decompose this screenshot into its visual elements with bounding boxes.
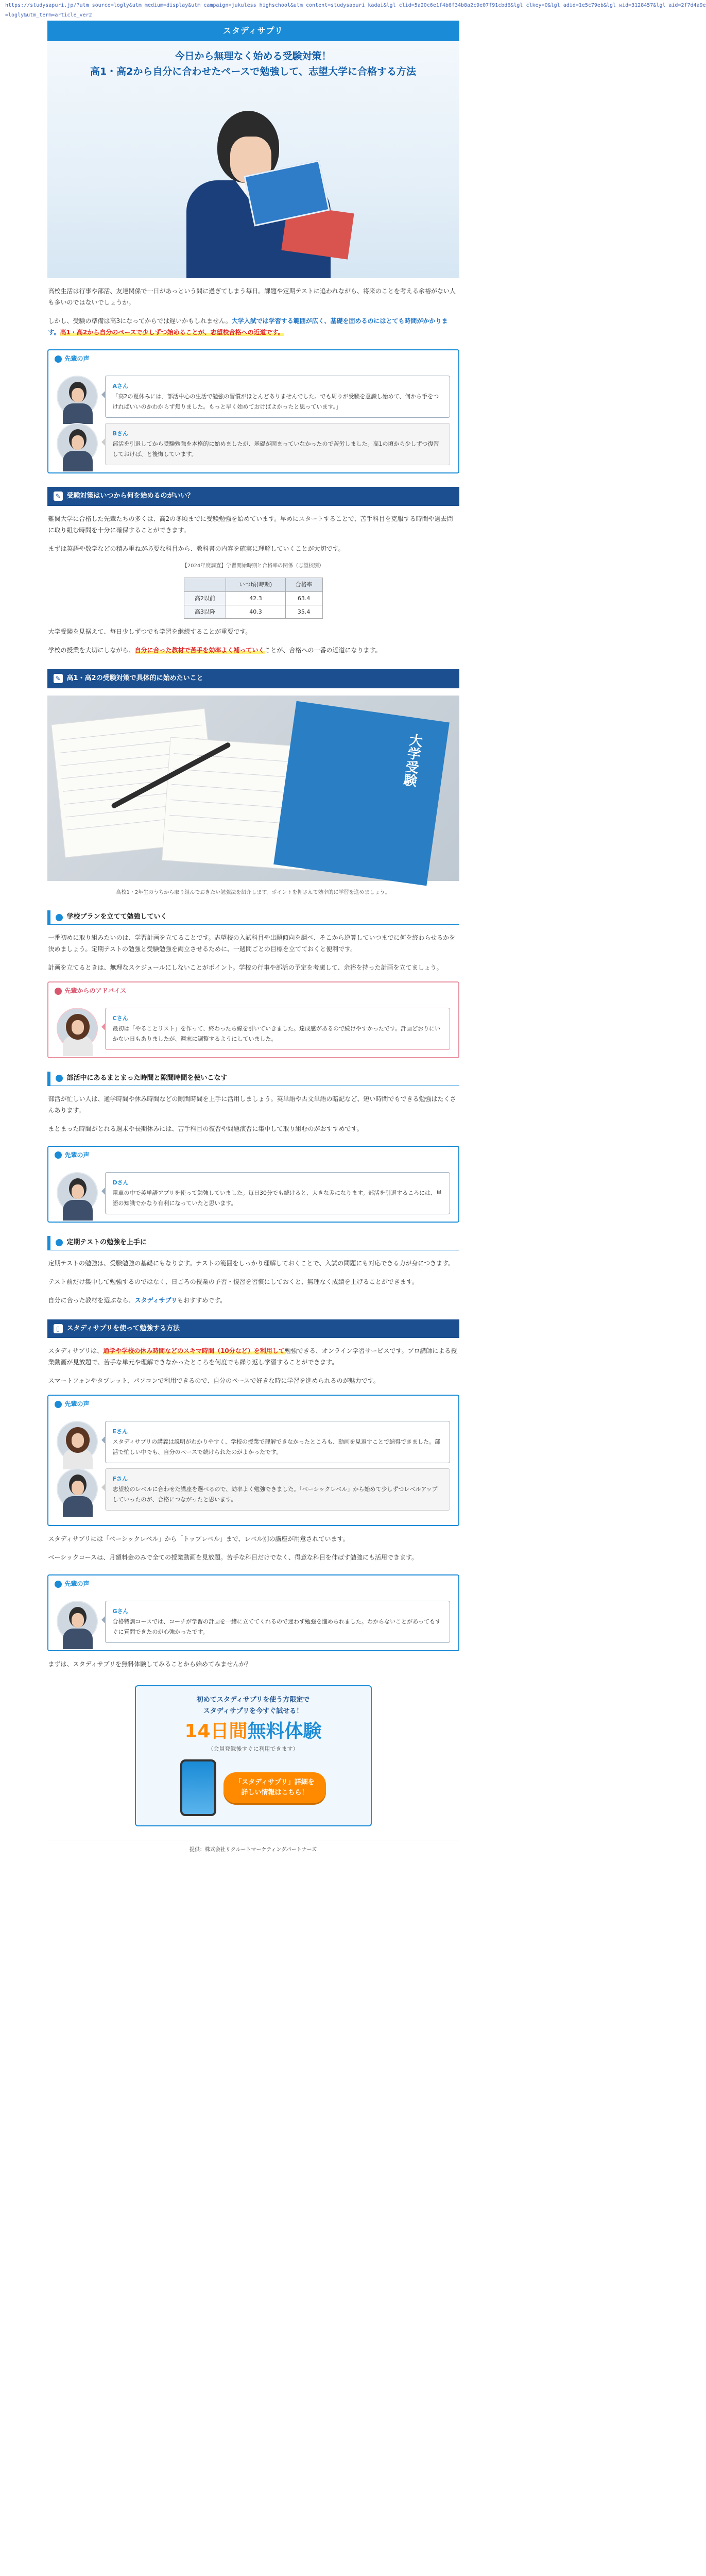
section-title-timing: ✎ 受験対策はいつから何を始めるのがいい？: [47, 487, 459, 506]
section3-paragraph-4: ベーシックコースは、月額料金のみで全ての授業動画を見放題。苦手な科目だけでなく、得意な科目を伸ばす勉強にも活用できます。: [48, 1554, 418, 1562]
section-title-what-to-do: ✎ 高1・高2の受験対策で具体的に始めたいこと: [47, 669, 459, 688]
cta-note: （会員登録後すぐに利用できます）: [208, 1745, 299, 1753]
subsection-plan-paragraph: 一番初めに取り組みたいのは、学習計画を立てることです。志望校の入試科目や出題傾向を調べ、そこから逆算していつまでに何を終わらせるかを決めましょう。定期テストの勉強と受験勉強を両立させるために、一週間ごとの目標を立てておくと便利です。: [48, 934, 456, 953]
smartphone-icon: ▯: [54, 1324, 63, 1333]
cta-detail-button[interactable]: 「スタディサプリ」詳細を 詳しい情報はこちら！: [223, 1772, 325, 1803]
intro-paragraph-2: しかし、受験の準備は高3になってからでは遅いかもしれません。大学入試では学習する範囲が広く、基礎を固めるのにはとても時間がかかります。高1・高2から自分のペースで少しずつ始めることが、志望校合格への近道です。: [48, 317, 448, 336]
subsection-test-paragraph-2: テスト前だけ集中して勉強するのではなく、日ごろの授業の予習・復習を習慣にしておくと、無理なく成績を上げることができます。: [48, 1278, 418, 1285]
avatar: [57, 1601, 98, 1642]
microphone-icon: [55, 988, 62, 995]
microphone-icon: [55, 1401, 62, 1408]
voice-item: Bさん 部活を引退してから受験勉強を本格的に始めましたが、基礎が固まっていなかったので苦労しました。高1の頃から少しずつ復習しておけば、と後悔しています。: [57, 423, 450, 465]
smartphone-icon: [180, 1759, 216, 1816]
section3-paragraph-1: スタディサプリは、通学や学校の休み時間などのスキマ時間（10分など）を利用して勉強できる、オンライン学習サービスです。プロ講師による授業動画が見放題で、苦手な単元や理解できなかったところを何度でも繰り返し学習することができます。: [48, 1347, 457, 1366]
voice-heading: 先輩の声: [64, 355, 90, 362]
hero-student-illustration: [109, 90, 398, 278]
voice-item: Eさん スタディサプリの講義は説明がわかりやすく、学校の授業で理解できなかったところも、動画を見返すことで納得できました。部活で忙しい中でも、自分のペースで続けられたのがよかったです。: [57, 1421, 450, 1463]
study-start-table: いつ頃(時期) 合格率 高2以前 42.3 63.4 高3以降 40.3 35.4: [184, 578, 323, 619]
senior-voice-box-4: 先輩の声 Gさん 合格特訓コースでは、コーチが学習の計画を一緒に立ててくれるので迷わず勉強を進められました。わからないことがあってもすぐに質問できたのが心強かったです。: [47, 1574, 459, 1651]
voice-item: Fさん 志望校のレベルに合わせた講座を選べるので、効率よく勉強できました。「ベーシックレベル」から始めて少しずつレベルアップしていったのが、合格につながったと思います。: [57, 1468, 450, 1511]
footer-provider: 提供：株式会社リクルートマーケティングパートナーズ: [47, 1840, 459, 1865]
section1-paragraph-3: 大学受験を見据えて、毎日少しずつでも学習を継続することが重要です。: [48, 628, 252, 635]
brand-name: スタディサプリ: [222, 26, 284, 36]
avatar: [57, 1468, 98, 1510]
cta-headline: 14日間無料体験: [184, 1721, 322, 1742]
microphone-icon: [55, 355, 62, 363]
free-trial-banner[interactable]: [135, 1685, 372, 1826]
senior-voice-box-3: 先輩の声 Eさん スタディサプリの講義は説明がわかりやすく、学校の授業で理解できなかったところも、動画を見返すことで納得できました。部活で忙しい中でも、自分のペースで続けられたのがよかったです。 Fさん 志望校のレベルに合わせた講座を選べるので、効率よく勉強できました。「ベーシックレベル」から始めて少しずつレベルアップしていったのが、合格につながったと思います。: [47, 1395, 459, 1526]
hero-title-line2: 高1・高2から自分に合わせたペースで勉強して、志望大学に合格する方法: [90, 66, 417, 77]
avatar: [57, 1172, 98, 1213]
section1-paragraph-2: まずは英語や数学などの積み重ねが必要な科目から、教科書の内容を確実に理解していくことが大切です。: [48, 545, 345, 552]
textbook: 大学受験: [273, 701, 450, 886]
section3-paragraph-2: スマートフォンやタブレット、パソコンで利用できるので、自分のペースで好きな時に学習を進められるのが魅力です。: [48, 1377, 380, 1385]
section3-paragraph-5: まずは、スタディサプリを無料体験してみることから始めてみませんか？: [48, 1660, 252, 1668]
subsection-title-test: 定期テストの勉強を上手に: [47, 1236, 459, 1250]
info-icon: ✎: [54, 492, 63, 501]
subsection-test-paragraph-3: 自分に合った教材を選ぶなら、スタディサプリもおすすめです。: [48, 1296, 227, 1304]
table-row: 高2以前 42.3 63.4: [184, 591, 322, 605]
section1-paragraph-4: 学校の授業を大切にしながら、自分に合った教材で苦手を効率よく補っていくことが、合格への一番の近道になります。: [48, 647, 382, 654]
microphone-icon: [55, 1581, 62, 1588]
microphone-icon: [55, 1151, 62, 1159]
voice-item: Aさん 「高2の夏休みには、部活中心の生活で勉強の習慣がほとんどありませんでした。でも周りが受験を意識し始めて、何から手をつければいいのかわからず焦りました。もっと早く始めておけばよかったと思っています。」: [57, 376, 450, 418]
subsection-test-paragraph: 定期テストの勉強は、受験勉強の基礎にもなります。テストの範囲をしっかり理解しておくことで、入試の問題にも対応できる力が身につきます。: [48, 1259, 455, 1267]
brand-header[interactable]: [47, 21, 459, 41]
subsection-plan-paragraph-2: 計画を立てるときは、無理なスケジュールにしないことがポイント。学校の行事や部活の予定を考慮して、余裕を持った計画を立てましょう。: [48, 964, 443, 971]
subsection-title-plan: 学校プランを立てて勉強していく: [47, 910, 459, 925]
pencil-icon: [56, 1239, 63, 1246]
desk-study-photo: [47, 696, 459, 881]
senior-voice-box-2: 先輩の声 Dさん 電車の中で英単語アプリを使って勉強していました。毎日30分でも続けると、大きな差になります。部活を引退するころには、単語の知識でかなり有利になっていたと思います。: [47, 1146, 459, 1223]
intro-paragraph-1: 高校生活は行事や部活、友達関係で一日があっという間に過ぎてしまう毎日。課題や定期テストに追われながら、将来のことを考える余裕がない人も多いのではないでしょうか。: [48, 287, 456, 306]
cta-lead: 初めてスタディサプリを使う方限定で スタディサプリを今すぐ試せる！: [196, 1696, 310, 1716]
avatar: [57, 1421, 98, 1462]
senior-voice-box-1: [47, 349, 459, 473]
pencil-icon: [56, 1075, 63, 1082]
browser-url-continued: =logly&utm_term=article_ver2: [5, 12, 92, 18]
hero-title: [47, 48, 459, 79]
avatar: [57, 1008, 98, 1049]
avatar: [57, 423, 98, 464]
hero-title-line1: 今日から無理なく始める受験対策！: [175, 50, 332, 62]
pencil-icon: ✎: [54, 674, 63, 683]
subsection-time-paragraph: 部活が忙しい人は、通学時間や休み時間などの隙間時間を上手に活用しましょう。英単語や古文単語の暗記など、短い時間でもできる勉強はたくさんあります。: [48, 1095, 456, 1114]
subsection-time-paragraph-2: まとまった時間がとれる週末や長期休みには、苦手科目の復習や問題演習に集中して取り組むのがおすすめです。: [48, 1125, 363, 1132]
voice-item: Gさん 合格特訓コースでは、コーチが学習の計画を一緒に立ててくれるので迷わず勉強を進められました。わからないことがあってもすぐに質問できたのが心強かったです。: [57, 1601, 450, 1643]
hero: [47, 41, 459, 278]
senior-advice-box: 先輩からのアドバイス Cさん 最初は「やることリスト」を作って、終わったら線を引いていきました。達成感があるので続けやすかったです。計画どおりにいかない日もありましたが、週末に調整するようにしていました。: [47, 981, 459, 1058]
browser-url[interactable]: https://studysapuri.jp/?utm_source=logly&utm_medium=display&utm_campaign=jukuless_highschool&utm_content=studysapuri_kadai&lgl_clid=5a20c6e1f4b6f34b8a2c9e07f91cbd6&lgl_clkey=0&lgl_adid=1e5c79eb&lgl_wid=3128457&lgl_aid=2f7d4a9e: [0, 0, 506, 11]
voice-item: Dさん 電車の中で英単語アプリを使って勉強していました。毎日30分でも続けると、大きな差になります。部活を引退するころには、単語の知識でかなり有利になっていたと思います。: [57, 1172, 450, 1214]
pencil-icon: [56, 914, 63, 921]
subsection-title-time: 部活中にあるまとまった時間と隙間時間を使いこなす: [47, 1072, 459, 1086]
section1-paragraph-1: 難関大学に合格した先輩たちの多くは、高2の冬頃までに受験勉強を始めています。早めにスタートすることで、苦手科目を克服する時間や過去問に取り組む時間を十分に確保することができます。: [48, 515, 453, 534]
table-row: 高3以降 40.3 35.4: [184, 605, 322, 618]
photo-caption: 高校1・2年生のうちから取り組んでおきたい勉強法を紹介します。ポイントを押さえて効率的に学習を進めましょう。: [116, 889, 390, 895]
section-title-sapuri: ▯ スタディサプリを使って勉強する方法: [47, 1319, 459, 1338]
avatar: [57, 376, 98, 417]
section3-paragraph-3: スタディサプリには「ベーシックレベル」から「トップレベル」まで、レベル別の講座が用意されています。: [48, 1535, 349, 1543]
table-title: 【2024年度調査】学習開始時期と合格率の関係（志望校別）: [182, 563, 324, 569]
voice-item: Cさん 最初は「やることリスト」を作って、終わったら線を引いていきました。達成感があるので続けやすかったです。計画どおりにいかない日もありましたが、週末に調整するようにしていました。: [57, 1008, 450, 1050]
